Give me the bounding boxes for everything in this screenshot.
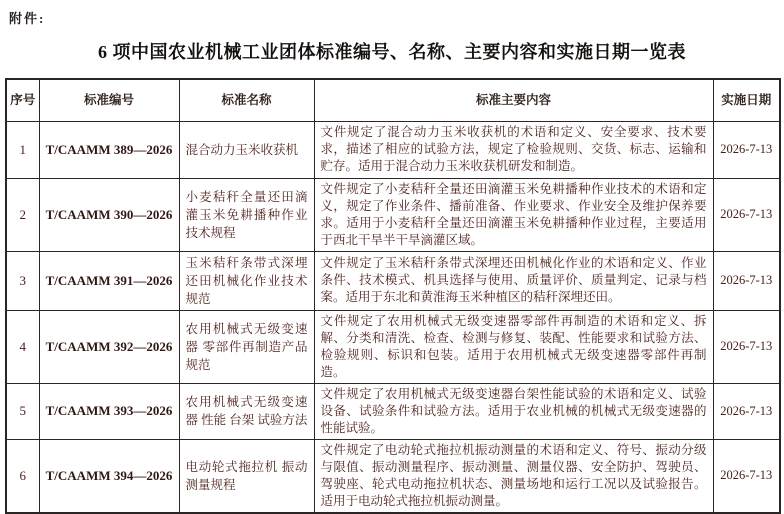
implementation-date: 2026-7-13 (713, 439, 780, 513)
standard-content: 文件规定了电动轮式拖拉机振动测量的术语和定义、符号、振动分级与限值、振动测量程序、振动测量、测量仪器、安全防护、驾驶员、驾驶座、轮式电动拖拉机状态、测量场地和运行工况以及试验报告。适用于电动轮式拖拉机振动测量。 (314, 439, 713, 513)
header-name: 标准名称 (179, 79, 314, 121)
standard-name: 电动轮式拖拉机 振动测量规程 (179, 439, 314, 513)
row-no: 6 (6, 439, 39, 513)
standard-name: 小麦秸秆全量还田滴灌玉米免耕播种作业技术规程 (179, 178, 314, 251)
implementation-date: 2026-7-13 (713, 178, 780, 251)
standard-content: 文件规定了混合动力玉米收获机的术语和定义、安全要求、技术要求，描述了相应的试验方法，规定了检验规则、交货、标志、运输和贮存。适用于混合动力玉米收获机研发和制造。 (314, 121, 713, 178)
standard-code: T/CAAMM 390—2026 (39, 178, 179, 251)
standard-name: 农用机械式无级变速器 性能 台架 试验方法 (179, 383, 314, 439)
standard-code: T/CAAMM 393—2026 (39, 383, 179, 439)
header-content: 标准主要内容 (314, 79, 713, 121)
table-row (6, 439, 780, 513)
standard-name: 农用机械式无级变速器 零部件再制造产品规范 (179, 310, 314, 383)
implementation-date: 2026-7-13 (713, 310, 780, 383)
standards-table (5, 78, 781, 514)
table-row (6, 121, 780, 178)
implementation-date: 2026-7-13 (713, 251, 780, 310)
standard-code: T/CAAMM 394—2026 (39, 439, 179, 513)
row-no: 1 (6, 121, 39, 178)
standard-name: 混合动力玉米收获机 (179, 121, 314, 178)
table-row (6, 383, 780, 439)
standard-code: T/CAAMM 391—2026 (39, 251, 179, 310)
standard-code: T/CAAMM 389—2026 (39, 121, 179, 178)
table-row (6, 310, 780, 383)
attachment-label: 附件: (9, 11, 46, 26)
table-row (6, 251, 780, 310)
standard-code: T/CAAMM 392—2026 (39, 310, 179, 383)
header-date: 实施日期 (713, 79, 780, 121)
row-no: 2 (6, 178, 39, 251)
row-no: 3 (6, 251, 39, 310)
standard-content: 文件规定了小麦秸秆全量还田滴灌玉米免耕播种作业技术的术语和定义，规定了作业条件、播前准备、作业要求、作业安全及维护保养要求。适用于小麦秸秆全量还田滴灌玉米免耕播种作业过程，主要适用于西北干旱半干旱滴灌区域。 (314, 178, 713, 251)
standard-content: 文件规定了农用机械式无级变速器零部件再制造的术语和定义、拆解、分类和清洗、检查、检测与修复、装配、性能要求和试验方法、检验规则、标识和包装。适用于农用机械式无级变速器零部件再制造。 (314, 310, 713, 383)
table-row (6, 178, 780, 251)
standard-content: 文件规定了农用机械式无级变速器台架性能试验的术语和定义、试验设备、试验条件和试验方法。适用于农业机械的机械式无级变速器的性能试验。 (314, 383, 713, 439)
row-no: 5 (6, 383, 39, 439)
standard-name: 玉米秸秆条带式深埋还田机械化作业技术规范 (179, 251, 314, 310)
implementation-date: 2026-7-13 (713, 383, 780, 439)
header-code: 标准编号 (39, 79, 179, 121)
header-no: 序号 (6, 79, 39, 121)
implementation-date: 2026-7-13 (713, 121, 780, 178)
standard-content: 文件规定了玉米秸秆条带式深埋还田机械化作业的术语和定义、作业条件、技术模式、机具选择与使用、质量评价、质量判定、记录与档案。适用于东北和黄淮海玉米种植区的秸秆深埋还田。 (314, 251, 713, 310)
row-no: 4 (6, 310, 39, 383)
page-title: 6 项中国农业机械工业团体标准编号、名称、主要内容和实施日期一览表 (98, 42, 686, 62)
table-header-row (6, 79, 780, 121)
